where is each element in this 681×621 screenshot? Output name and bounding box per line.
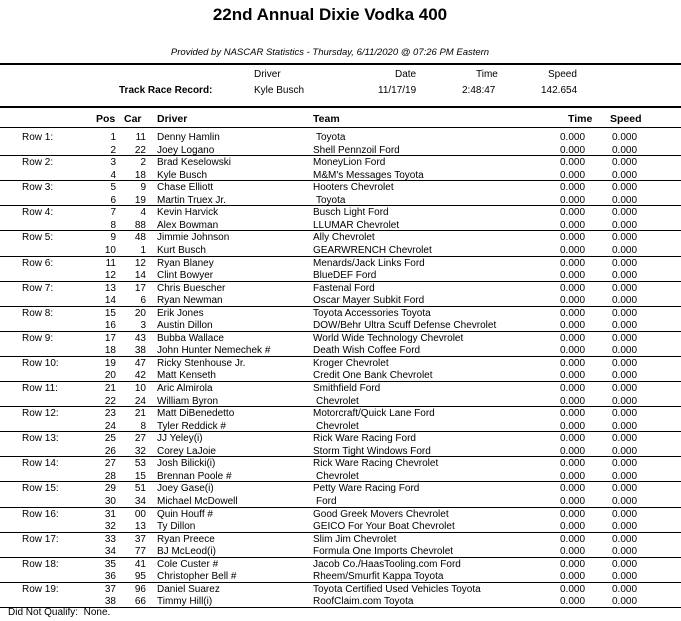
grid-entry-driver: Erik Jones — [157, 307, 204, 319]
dnq-value: None. — [83, 607, 111, 618]
grid-entry-driver: Matt Kenseth — [157, 370, 216, 382]
grid-entry-driver: Austin Dillon — [157, 320, 213, 332]
grid-entry-pos: 25 — [104, 433, 116, 445]
grid-entry-pos: 9 — [110, 232, 116, 244]
grid-entry-driver: Alex Bowman — [157, 219, 219, 231]
grid-entry-car: 66 — [134, 596, 146, 608]
grid-entry-time: 0.000 — [560, 445, 586, 457]
grid-entry-team: Kroger Chevrolet — [313, 357, 389, 369]
dnq-label: Did Not Qualify: — [8, 607, 79, 618]
grid-entry-pos: 21 — [104, 383, 116, 394]
grid-entry-team: Storm Tight Windows Ford — [313, 445, 431, 457]
grid-row-separator — [0, 431, 681, 432]
grid-entry-car: 15 — [134, 470, 146, 482]
grid-entry-car: 20 — [134, 307, 146, 319]
grid-entry-car: 22 — [134, 144, 146, 156]
grid-entry-team: Chevrolet — [316, 395, 359, 407]
grid-entry-driver: Denny Hamlin — [157, 132, 220, 143]
grid-row-label: Row 11: — [22, 383, 58, 394]
grid-entry-pos: 38 — [104, 596, 116, 608]
grid-entry-pos: 32 — [104, 521, 116, 532]
grid-entry-pos: 12 — [104, 270, 116, 281]
grid-entry-speed: 0.000 — [612, 169, 638, 181]
grid-entry-car: 8 — [140, 420, 146, 432]
record-speed: 142.654 — [541, 85, 578, 96]
grid-entry-car: 32 — [134, 445, 146, 457]
grid-row-label: Row 9: — [22, 332, 54, 344]
record-header-driver: Driver — [254, 69, 281, 80]
grid-entry-team: Chevrolet — [316, 470, 359, 482]
grid-row-label: Row 2: — [22, 157, 54, 169]
grid-entry-car: 43 — [134, 332, 146, 344]
grid-entry-team: Good Greek Movers Chevrolet — [313, 508, 449, 520]
record-date: 11/17/19 — [378, 85, 417, 96]
grid-row-separator — [0, 306, 681, 307]
grid-entry-driver: Brad Keselowski — [157, 157, 231, 169]
grid-entry-speed: 0.000 — [612, 282, 638, 294]
grid-entry-speed: 0.000 — [612, 194, 638, 206]
grid-entry-driver: John Hunter Nemechek # — [157, 345, 271, 357]
grid-entry-time: 0.000 — [560, 546, 586, 558]
grid-entry-driver: Kyle Busch — [157, 169, 208, 181]
grid-entry-pos: 30 — [104, 495, 116, 507]
grid-entry-speed: 0.000 — [612, 433, 638, 445]
grid-entry-driver: William Byron — [157, 395, 219, 407]
grid-entry-speed: 0.000 — [612, 420, 638, 432]
grid-entry-time: 0.000 — [560, 408, 586, 420]
grid-entry-speed: 0.000 — [612, 219, 638, 231]
grid-entry-pos: 8 — [110, 219, 116, 231]
grid-entry-time: 0.000 — [560, 370, 586, 382]
record-header-speed: Speed — [548, 69, 577, 80]
grid-entry-time: 0.000 — [560, 144, 586, 156]
grid-entry-car: 18 — [134, 169, 146, 181]
grid-row-label: Row 16: — [22, 508, 59, 520]
grid-entry-speed: 0.000 — [612, 533, 638, 545]
col-header-car: Car — [124, 113, 142, 125]
grid-row-label: Row 15: — [22, 483, 59, 495]
grid-entry-time: 0.000 — [560, 383, 586, 394]
grid-entry-car: 9 — [140, 182, 146, 194]
grid-entry-team: Hooters Chevrolet — [313, 182, 394, 194]
grid-row-separator — [0, 230, 681, 231]
grid-entry-team: Toyota — [316, 194, 346, 206]
grid-row-separator — [0, 507, 681, 508]
grid-entry-speed: 0.000 — [612, 571, 638, 583]
grid-entry-car: 19 — [134, 194, 146, 206]
grid-entry-team: DOW/Behr Ultra Scuff Defense Chevrolet — [313, 320, 497, 332]
grid-entry-pos: 23 — [104, 408, 116, 420]
grid-entry-time: 0.000 — [560, 332, 586, 344]
grid-entry-driver: Brennan Poole # — [157, 470, 232, 482]
grid-entry-team: BlueDEF Ford — [313, 270, 377, 281]
grid-entry-car: 38 — [134, 345, 146, 357]
grid-row-label: Row 12: — [22, 408, 59, 420]
grid-entry-team: Shell Pennzoil Ford — [313, 144, 400, 156]
grid-entry-time: 0.000 — [560, 420, 586, 432]
grid-entry-pos: 17 — [104, 332, 116, 344]
grid-entry-speed: 0.000 — [612, 257, 638, 269]
grid-entry-pos: 28 — [104, 470, 116, 482]
record-label: Track Race Record: — [119, 85, 213, 96]
grid-entry-car: 11 — [135, 132, 146, 143]
grid-entry-time: 0.000 — [560, 483, 586, 495]
grid-entry-pos: 31 — [104, 508, 116, 520]
grid-entry-car: 77 — [134, 546, 146, 558]
grid-entry-speed: 0.000 — [612, 345, 638, 357]
grid-entry-pos: 14 — [104, 295, 116, 307]
grid-entry-pos: 10 — [104, 244, 116, 256]
page-title: 22nd Annual Dixie Vodka 400 — [212, 5, 448, 24]
grid-row-label: Row 1: — [22, 132, 54, 143]
grid-entry-team: Rheem/Smurfit Kappa Toyota — [313, 571, 444, 583]
grid-entry-time: 0.000 — [560, 495, 586, 507]
grid-row-separator — [0, 406, 681, 407]
grid-entry-driver: Daniel Suarez — [157, 583, 220, 595]
grid-entry-speed: 0.000 — [612, 558, 638, 570]
grid-entry-time: 0.000 — [560, 295, 586, 307]
grid-row-separator — [0, 557, 681, 558]
grid-entry-time: 0.000 — [560, 232, 586, 244]
grid-entry-speed: 0.000 — [612, 370, 638, 382]
grid-entry-speed: 0.000 — [612, 332, 638, 344]
grid-entry-driver: Bubba Wallace — [157, 332, 224, 344]
grid-entry-driver: Matt DiBenedetto — [157, 408, 235, 420]
grid-entry-speed: 0.000 — [612, 508, 638, 520]
grid-row-label: Row 3: — [22, 182, 54, 194]
grid-entry-speed: 0.000 — [612, 144, 638, 156]
grid-entry-team: Motorcraft/Quick Lane Ford — [313, 408, 435, 420]
grid-entry-team: Smithfield Ford — [313, 383, 381, 394]
grid-entry-car: 51 — [134, 483, 146, 495]
grid-entry-team: Chevrolet — [316, 420, 359, 432]
grid-entry-driver: Chase Elliott — [157, 182, 214, 194]
grid-entry-time: 0.000 — [560, 207, 586, 219]
grid-row-label: Row 5: — [22, 232, 54, 244]
grid-entry-driver: Aric Almirola — [157, 383, 213, 394]
grid-entry-speed: 0.000 — [612, 583, 638, 595]
grid-entry-speed: 0.000 — [612, 320, 638, 332]
grid-entry-driver: Timmy Hill(i) — [157, 596, 213, 608]
grid-entry-pos: 27 — [104, 458, 116, 470]
grid-entry-car: 1 — [140, 244, 146, 256]
grid-entry-car: 41 — [134, 558, 146, 570]
grid-row-label: Row 17: — [22, 533, 59, 545]
grid-entry-speed: 0.000 — [612, 157, 638, 169]
grid-row-separator — [0, 180, 681, 181]
grid-entry-time: 0.000 — [560, 132, 586, 143]
grid-entry-time: 0.000 — [560, 244, 586, 256]
grid-entry-team: World Wide Technology Chevrolet — [313, 332, 464, 344]
grid-entry-pos: 34 — [104, 546, 116, 558]
table-header-rule — [0, 127, 681, 128]
grid-entry-speed: 0.000 — [612, 270, 638, 281]
record-header-date: Date — [395, 69, 417, 80]
grid-row-separator — [0, 381, 681, 382]
grid-entry-car: 14 — [134, 270, 146, 281]
grid-entry-driver: Clint Bowyer — [157, 270, 214, 281]
grid-entry-team: M&M's Messages Toyota — [313, 169, 424, 181]
grid-entry-time: 0.000 — [560, 282, 586, 294]
grid-entry-driver: Josh Bilicki(i) — [157, 458, 216, 470]
grid-entry-speed: 0.000 — [612, 546, 638, 558]
grid-entry-driver: Chris Buescher — [157, 282, 226, 294]
grid-entry-time: 0.000 — [560, 157, 586, 169]
grid-entry-car: 6 — [140, 295, 146, 307]
grid-row-label: Row 18: — [22, 558, 59, 570]
grid-entry-driver: Joey Gase(i) — [157, 483, 214, 495]
grid-entry-driver: Michael McDowell — [157, 495, 238, 507]
grid-entry-team: Jacob Co./HaasTooling.com Ford — [313, 558, 461, 570]
grid-entry-time: 0.000 — [560, 558, 586, 570]
grid-row-separator — [0, 456, 681, 457]
grid-entry-car: 2 — [140, 157, 146, 169]
grid-entry-speed: 0.000 — [612, 395, 638, 407]
grid-entry-driver: Christopher Bell # — [157, 571, 237, 583]
grid-entry-driver: Ty Dillon — [157, 521, 196, 532]
grid-entry-speed: 0.000 — [612, 445, 638, 457]
grid-entry-team: Ally Chevrolet — [313, 232, 375, 244]
col-header-pos: Pos — [96, 113, 116, 125]
grid-entry-speed: 0.000 — [612, 495, 638, 507]
grid-entry-time: 0.000 — [560, 307, 586, 319]
grid-entry-team: Toyota Accessories Toyota — [313, 307, 431, 319]
grid-entry-car: 13 — [134, 521, 146, 532]
grid-entry-time: 0.000 — [560, 596, 586, 608]
grid-entry-time: 0.000 — [560, 433, 586, 445]
record-driver: Kyle Busch — [254, 85, 305, 96]
grid-entry-speed: 0.000 — [612, 383, 638, 394]
grid-entry-pos: 33 — [104, 533, 116, 545]
grid-entry-driver: Kurt Busch — [157, 244, 206, 256]
grid-row-label: Row 8: — [22, 307, 54, 319]
grid-row-separator — [0, 256, 681, 257]
grid-entry-time: 0.000 — [560, 508, 586, 520]
record-time: 2:48:47 — [462, 85, 496, 96]
grid-entry-time: 0.000 — [560, 571, 586, 583]
grid-entry-car: 42 — [134, 370, 146, 382]
grid-entry-team: Toyota — [316, 132, 346, 143]
grid-entry-speed: 0.000 — [612, 232, 638, 244]
grid-row-separator — [0, 532, 681, 533]
grid-entry-speed: 0.000 — [612, 182, 638, 194]
grid-entry-driver: Joey Logano — [157, 144, 215, 156]
grid-entry-pos: 26 — [104, 445, 116, 457]
grid-entry-pos: 19 — [104, 357, 116, 369]
grid-entry-pos: 11 — [105, 257, 116, 269]
grid-entry-pos: 24 — [104, 420, 116, 432]
grid-entry-pos: 4 — [110, 169, 116, 181]
grid-entry-time: 0.000 — [560, 345, 586, 357]
grid-entry-speed: 0.000 — [612, 295, 638, 307]
record-bottom-rule — [0, 106, 681, 108]
grid-entry-team: Slim Jim Chevrolet — [313, 533, 397, 545]
grid-entry-speed: 0.000 — [612, 458, 638, 470]
grid-entry-team: Credit One Bank Chevrolet — [313, 370, 433, 382]
grid-entry-speed: 0.000 — [612, 408, 638, 420]
grid-entry-team: Formula One Imports Chevrolet — [313, 546, 454, 558]
grid-entry-speed: 0.000 — [612, 132, 638, 143]
grid-entry-team: Fastenal Ford — [313, 282, 375, 294]
grid-row-separator — [0, 481, 681, 482]
grid-entry-team: Rick Ware Racing Chevrolet — [313, 458, 439, 470]
provided-by-line: Provided by NASCAR Statistics - Thursday, 6/11/2020 @ 07:26 PM Eastern — [170, 47, 490, 58]
grid-entry-time: 0.000 — [560, 320, 586, 332]
grid-row-separator — [0, 155, 681, 156]
grid-entry-pos: 7 — [110, 207, 116, 219]
grid-entry-car: 00 — [134, 508, 146, 520]
col-header-speed: Speed — [610, 113, 642, 125]
grid-entry-car: 3 — [140, 320, 146, 332]
grid-entry-speed: 0.000 — [612, 596, 638, 608]
grid-entry-driver: Martin Truex Jr. — [157, 194, 226, 206]
grid-entry-pos: 5 — [110, 182, 116, 194]
grid-entry-time: 0.000 — [560, 395, 586, 407]
grid-entry-pos: 16 — [104, 320, 116, 332]
grid-entry-car: 53 — [134, 458, 146, 470]
grid-entry-driver: BJ McLeod(i) — [157, 546, 216, 558]
grid-entry-car: 17 — [134, 282, 146, 294]
grid-entry-pos: 13 — [104, 282, 116, 294]
grid-entry-pos: 20 — [104, 370, 116, 382]
grid-entry-car: 24 — [134, 395, 146, 407]
grid-entry-pos: 36 — [104, 571, 116, 583]
grid-entry-pos: 35 — [104, 558, 116, 570]
grid-entry-team: RoofClaim.com Toyota — [313, 596, 414, 608]
grid-entry-time: 0.000 — [560, 219, 586, 231]
grid-entry-team: LLUMAR Chevrolet — [313, 219, 400, 231]
grid-entry-team: Death Wish Coffee Ford — [313, 345, 421, 357]
grid-entry-speed: 0.000 — [612, 357, 638, 369]
grid-row-separator — [0, 205, 681, 206]
grid-entry-pos: 22 — [104, 395, 116, 407]
grid-entry-pos: 3 — [110, 157, 116, 169]
grid-entry-car: 88 — [134, 219, 146, 231]
grid-entry-driver: Ryan Blaney — [157, 257, 214, 269]
grid-entry-driver: Corey LaJoie — [157, 445, 216, 457]
grid-entry-team: Toyota Certified Used Vehicles Toyota — [313, 583, 481, 595]
grid-entry-pos: 6 — [110, 194, 116, 206]
grid-entry-speed: 0.000 — [612, 521, 638, 532]
grid-row-separator — [0, 331, 681, 332]
grid-entry-car: 96 — [134, 583, 146, 595]
grid-row-label: Row 6: — [22, 257, 54, 269]
grid-entry-driver: Jimmie Johnson — [157, 232, 230, 244]
grid-row-label: Row 10: — [22, 357, 59, 369]
grid-row-separator — [0, 281, 681, 282]
grid-entry-car: 21 — [134, 408, 146, 420]
grid-entry-speed: 0.000 — [612, 470, 638, 482]
grid-row-label: Row 14: — [22, 458, 59, 470]
grid-row-label: Row 13: — [22, 433, 59, 445]
grid-entry-pos: 15 — [104, 307, 116, 319]
grid-entry-driver: Kevin Harvick — [157, 207, 219, 219]
col-header-driver: Driver — [157, 113, 188, 125]
grid-entry-time: 0.000 — [560, 182, 586, 194]
grid-row-separator — [0, 356, 681, 357]
grid-entry-team: Menards/Jack Links Ford — [313, 257, 425, 269]
grid-entry-team: Oscar Mayer Subkit Ford — [313, 295, 425, 307]
grid-entry-pos: 29 — [104, 483, 116, 495]
grid-row-separator — [0, 582, 681, 583]
grid-entry-team: MoneyLion Ford — [313, 157, 386, 169]
grid-entry-pos: 1 — [110, 132, 116, 143]
grid-entry-driver: Ricky Stenhouse Jr. — [157, 357, 246, 369]
grid-entry-speed: 0.000 — [612, 207, 638, 219]
grid-entry-car: 10 — [134, 383, 146, 394]
grid-entry-car: 37 — [134, 533, 146, 545]
grid-entry-speed: 0.000 — [612, 483, 638, 495]
grid-entry-driver: Tyler Reddick # — [157, 420, 226, 432]
grid-row-label: Row 19: — [22, 583, 59, 595]
grid-entry-driver: Cole Custer # — [157, 558, 219, 570]
grid-entry-speed: 0.000 — [612, 307, 638, 319]
grid-entry-driver: JJ Yeley(i) — [157, 433, 203, 445]
grid-entry-pos: 37 — [104, 583, 116, 595]
grid-entry-pos: 18 — [104, 345, 116, 357]
grid-entry-car: 12 — [134, 257, 146, 269]
grid-entry-team: GEARWRENCH Chevrolet — [313, 244, 432, 256]
grid-entry-time: 0.000 — [560, 458, 586, 470]
grid-entry-time: 0.000 — [560, 583, 586, 595]
grid-entry-car: 95 — [134, 571, 146, 583]
grid-entry-time: 0.000 — [560, 533, 586, 545]
grid-entry-time: 0.000 — [560, 169, 586, 181]
grid-entry-car: 48 — [134, 232, 146, 244]
grid-row-label: Row 4: — [22, 207, 54, 219]
grid-entry-time: 0.000 — [560, 470, 586, 482]
grid-entry-time: 0.000 — [560, 521, 586, 532]
grid-entry-team: Busch Light Ford — [313, 207, 389, 219]
grid-entry-car: 47 — [134, 357, 146, 369]
grid-entry-driver: Quin Houff # — [157, 508, 213, 520]
grid-entry-speed: 0.000 — [612, 244, 638, 256]
grid-entry-pos: 2 — [110, 144, 116, 156]
grid-entry-time: 0.000 — [560, 270, 586, 281]
grid-entry-time: 0.000 — [560, 257, 586, 269]
grid-entry-team: Petty Ware Racing Ford — [313, 483, 420, 495]
grid-entry-team: GEICO For Your Boat Chevrolet — [313, 521, 455, 532]
record-header-time: Time — [476, 69, 498, 80]
grid-entry-team: Rick Ware Racing Ford — [313, 433, 416, 445]
record-top-rule — [0, 63, 681, 65]
grid-entry-driver: Ryan Newman — [157, 295, 223, 307]
grid-entry-car: 27 — [134, 433, 146, 445]
grid-entry-car: 4 — [140, 207, 146, 219]
col-header-time: Time — [568, 113, 593, 125]
dnq-line — [8, 607, 110, 619]
col-header-team: Team — [313, 113, 340, 125]
grid-entry-car: 34 — [134, 495, 146, 507]
grid-entry-team: Ford — [316, 495, 337, 507]
grid-row-label: Row 7: — [22, 282, 54, 294]
grid-entry-driver: Ryan Preece — [157, 533, 215, 545]
grid-entry-time: 0.000 — [560, 194, 586, 206]
grid-entry-time: 0.000 — [560, 357, 586, 369]
